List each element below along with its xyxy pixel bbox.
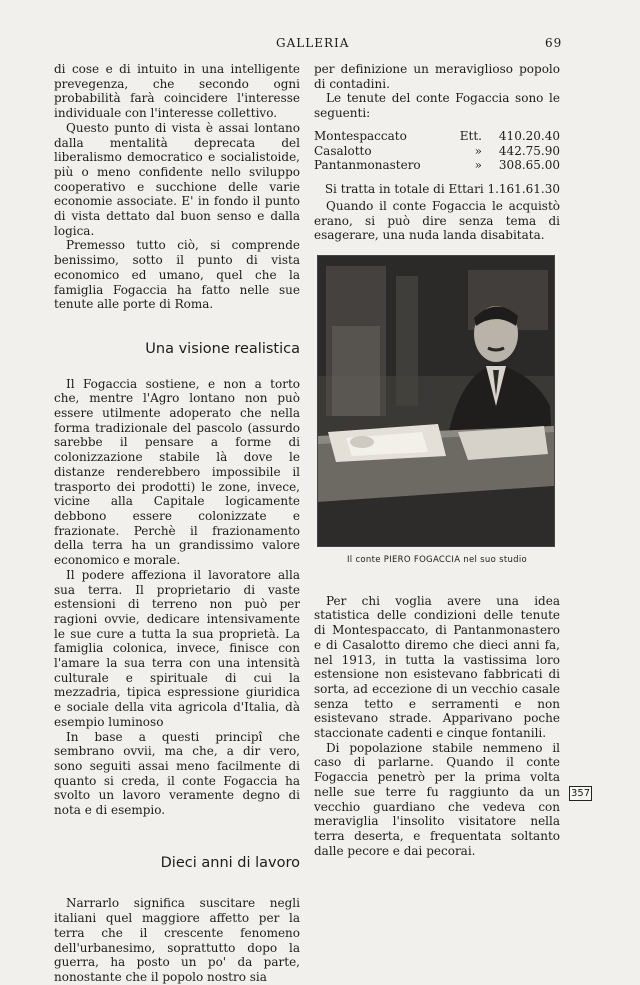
right-column — [314, 62, 560, 858]
paragraph: Di popolazione stabile nemmeno il caso di parlarne. Quando il conte Fogaccia penetrò per la prima volta nelle sue terre fu raggiunto da un vecchio guardiano che vedeva con meraviglia l'insolito visitatore nella terra deserta, e frequentata soltanto dalle pecore e dai pecorai. — [314, 740, 560, 858]
running-title: GALLERIA — [276, 36, 350, 50]
section-heading: Dieci anni di lavoro — [160, 854, 300, 871]
portrait-illustration — [318, 256, 554, 546]
estate-unit: » — [474, 143, 482, 158]
estate-name: Montespaccato — [314, 128, 407, 143]
estate-row — [314, 144, 560, 159]
paragraph: Le tenute del conte Fogaccia sono le seguenti: — [314, 91, 560, 121]
estate-row — [314, 129, 560, 144]
paragraph: per definizione un meraviglioso popolo di contadini. — [314, 62, 560, 91]
paragraph: Il podere affeziona il lavoratore alla sua terra. Il proprietario di vaste estensioni di terreno non può per ragioni ovvie, dedicare intensivamente le sue cure a tutta la sua proprietà. La famiglia colonica, invece, finisce con l'amare la sua terra con una intensità culturale e spirituale di cui la mezzadria, tipica espressione giuridica e sociale della vita agricola d'Italia, dà esempio luminoso — [54, 567, 300, 729]
paragraph: di cose e di intuito in una intelligente prevegenza, che secondo ogni probabilità farà coincidere l'interesse individuale con l'interesse collettivo. — [54, 62, 300, 121]
paragraph: Quando il conte Fogaccia le acquistò erano, si può dire senza tema di esagerare, una nuda landa disabitata. — [314, 198, 560, 243]
paragraph: In base a questi principî che sembrano ovvii, ma che, a dir vero, sono seguiti assai meno facilmente di quanto si creda, il conte Fogaccia ha svolto un lavoro veramente degno di nota e di esempio. — [54, 729, 300, 818]
portrait-photo — [317, 255, 555, 547]
paragraph: Il Fogaccia sostiene, e non a torto che, mentre l'Agro lontano non può essere utilmente adoperato che nella forma tradizionale del pascolo (assurdo sarebbe il pensare a forme di colonizzazione stabile là dove le distanze renderebbero impossibile il trasporto dei prodotti) le zone, invece, vicine alla Capitale logicamente debbono essere colonizzate e frazionate. Perchè il frazionamento della terra ha un grandissimo valore economico e morale. — [54, 376, 300, 568]
marginal-page-number: 357 — [571, 788, 591, 799]
paragraph: Questo punto di vista è assai lontano dalla mentalità deprecata del liberalismo democratico e socialistoide, più o meno confidente nello sviluppo cooperativo e succhione delle varie economie associate. E' in fondo il punto di vista dettato dal buon senso e dalla logica. — [54, 120, 300, 238]
estate-area: 442.75.90 — [498, 143, 560, 158]
page-number: 69 — [545, 36, 563, 50]
estate-area: 308.65.00 — [498, 158, 560, 173]
estate-unit: Ett. — [459, 128, 482, 143]
estate-row — [314, 158, 560, 173]
left-column — [54, 62, 300, 985]
total-area: Si tratta in totale di Ettari 1.161.61.30 — [324, 182, 560, 197]
paragraph: Premesso tutto ciò, si comprende benissimo, sotto il punto di vista economico ed umano, quel che la famiglia Fogaccia ha fatto nelle sue tenute alle porte di Roma. — [54, 238, 300, 312]
estate-name: Pantanmonastero — [314, 158, 421, 173]
estate-area: 410.20.40 — [498, 128, 560, 143]
paragraph: Per chi voglia avere una idea statistica delle condizioni delle tenute di Montespaccato, di Pantanmonastero e di Casalotto diremo che dieci anni fa, nel 1913, in tutta la vastissima loro estensione non esistevano fabbricati di sorta, ad eccezione di un vecchio casale senza tetto e serramenti e non esistevano strade. Apparivano poche staccionate cadenti e cinque fontanili. — [314, 593, 560, 741]
paragraph: Narrarlo significa suscitare negli italiani quel maggiore affetto per la terra che il crescente fenomeno dell'urbanesimo, soprattutto dopo la guerra, ha posto un po' da parte, nonostante che il popolo nostro sia — [54, 896, 300, 984]
photo-caption: Il conte PIERO FOGACCIA nel suo studio — [346, 555, 528, 566]
estate-name: Casalotto — [314, 143, 372, 158]
section-heading: Una visione realistica — [145, 340, 300, 357]
estate-unit: » — [474, 158, 482, 173]
estates-table — [314, 129, 560, 173]
